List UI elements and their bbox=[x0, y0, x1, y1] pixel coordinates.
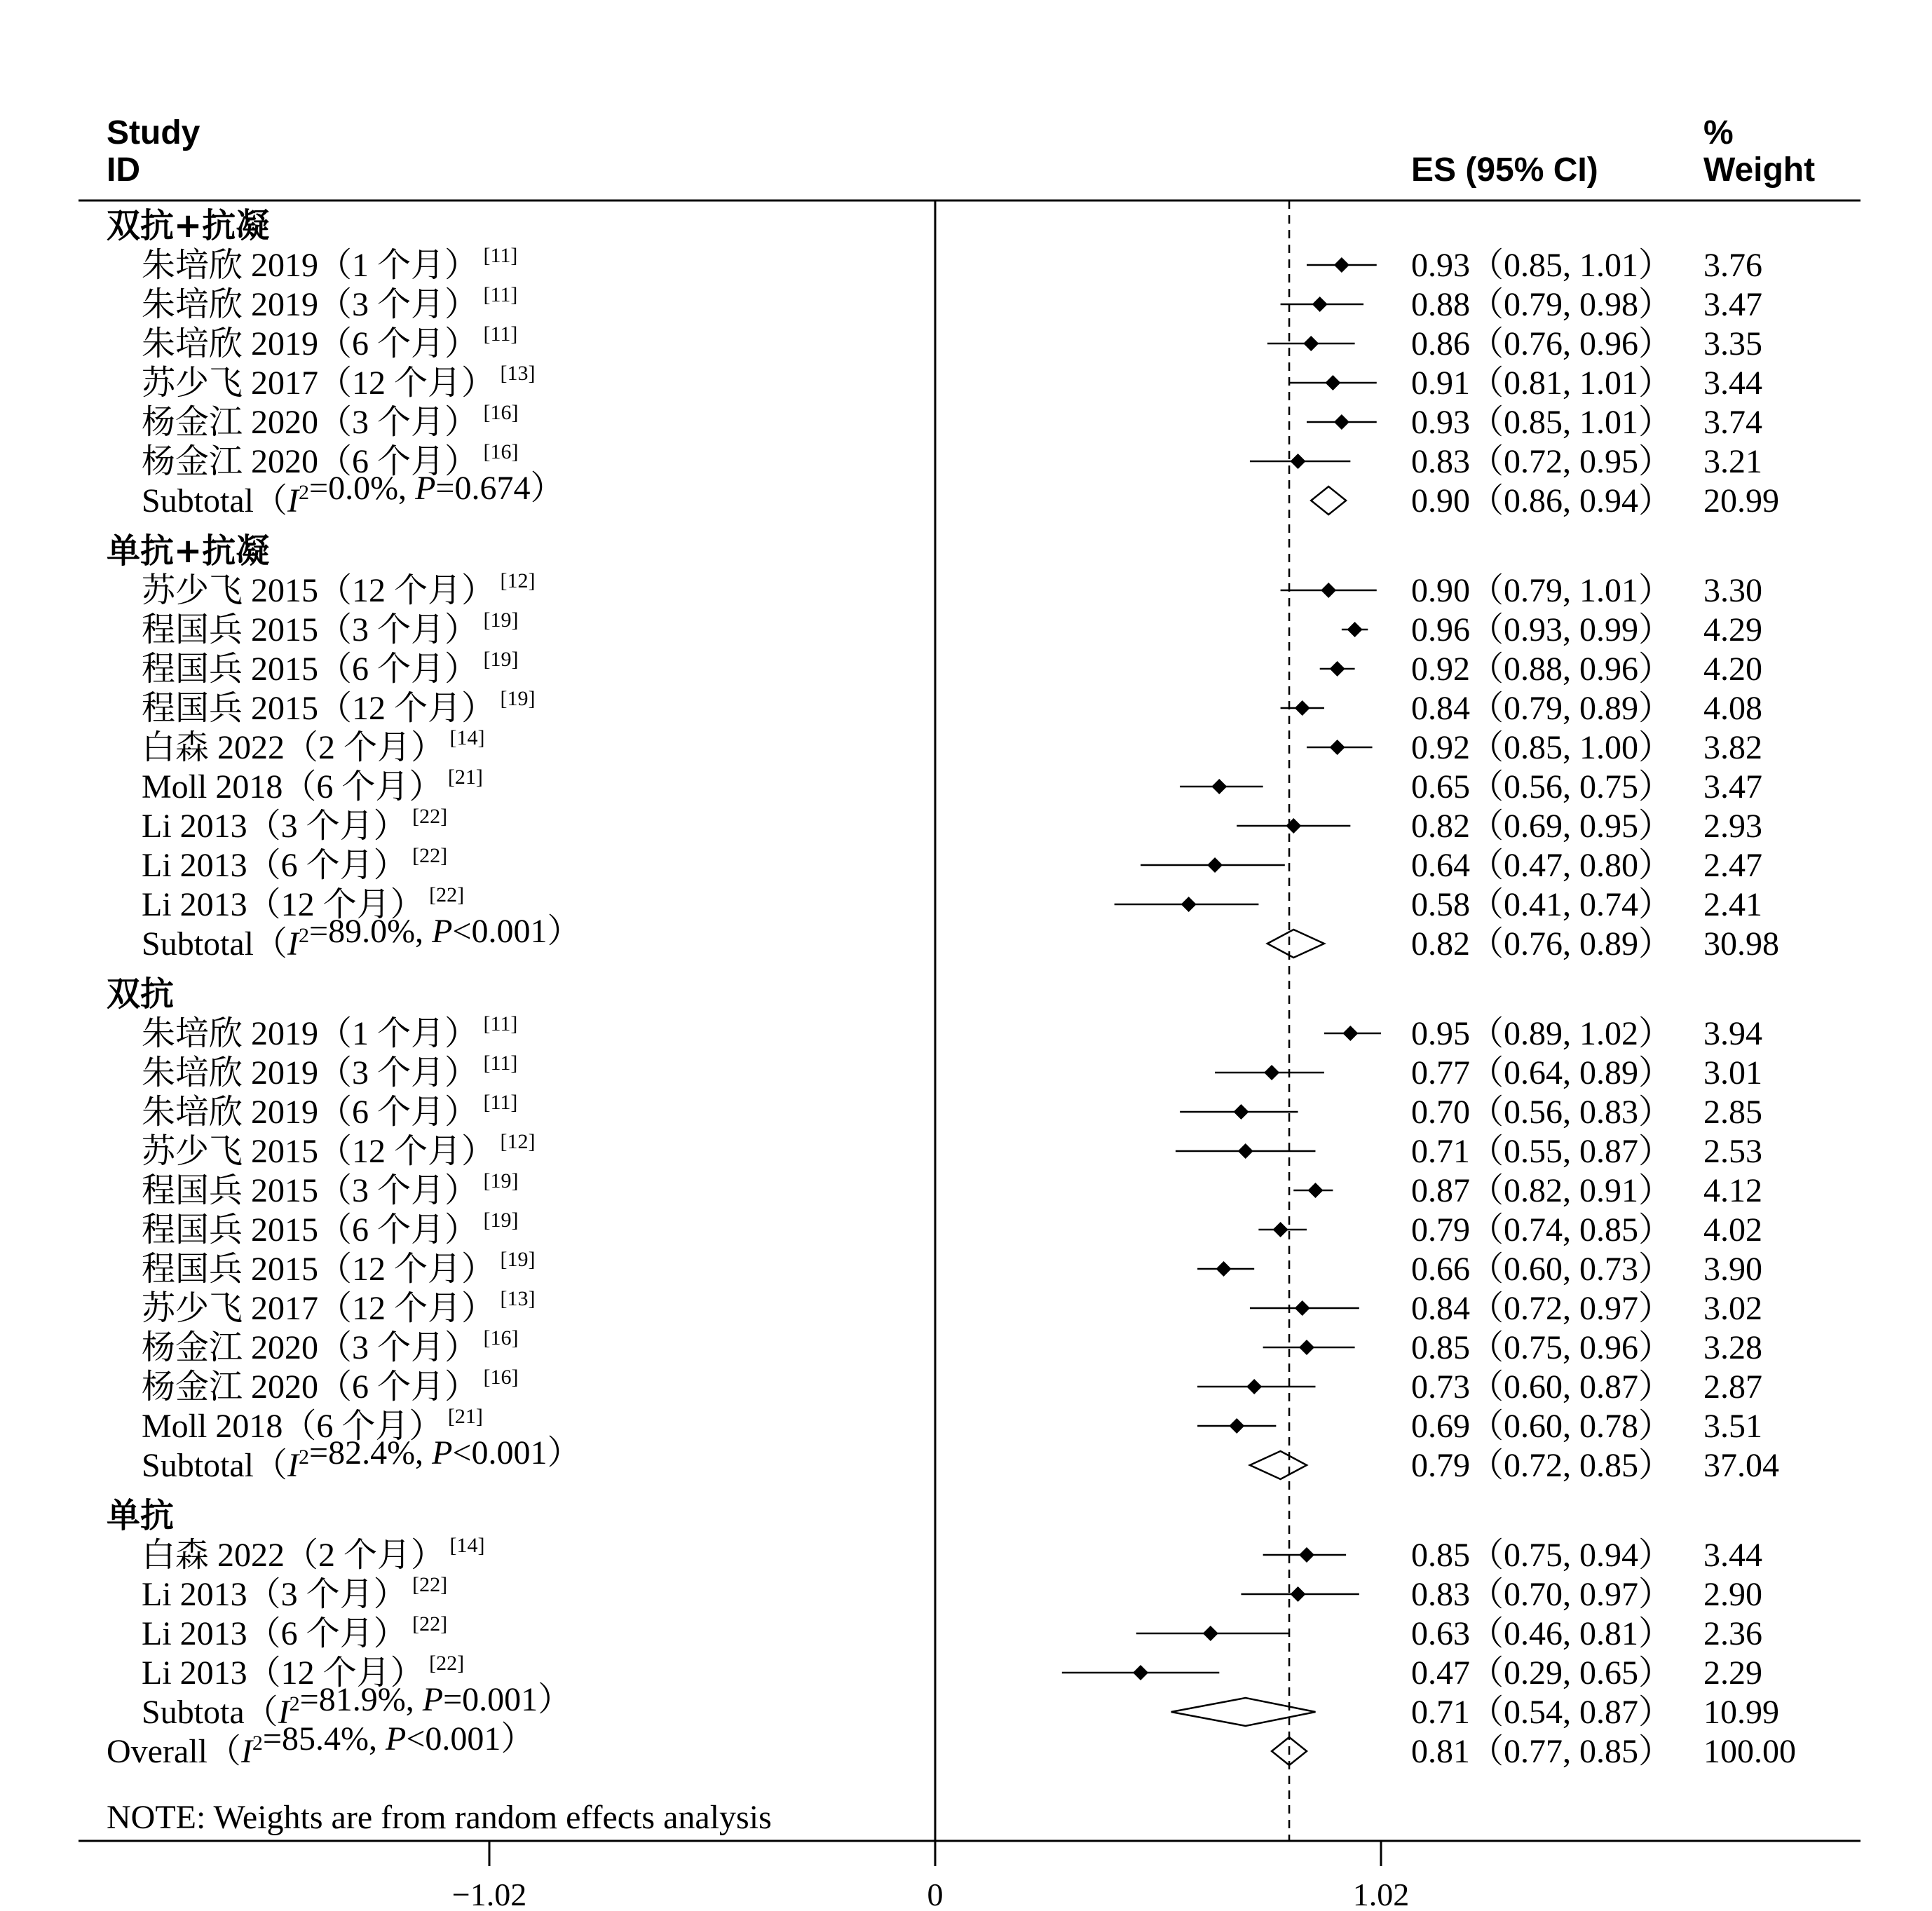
x-tick-label: 1.02 bbox=[1352, 1877, 1410, 1911]
study-es-ci: 0.92（0.88, 0.96） bbox=[1411, 651, 1673, 688]
study-point-marker bbox=[1330, 661, 1345, 676]
study-point-marker bbox=[1233, 1104, 1249, 1120]
study-es-ci: 0.71（0.55, 0.87） bbox=[1411, 1133, 1673, 1170]
study-es-ci: 0.87（0.82, 0.91） bbox=[1411, 1172, 1673, 1209]
study-reference: [19] bbox=[478, 1169, 519, 1192]
study-reference: [12] bbox=[495, 1130, 536, 1153]
study-reference: [16] bbox=[478, 440, 519, 463]
study-es-ci: 0.82（0.69, 0.95） bbox=[1411, 808, 1673, 845]
study-point-marker bbox=[1295, 700, 1310, 716]
study-point-marker bbox=[1246, 1379, 1262, 1394]
study-point-marker bbox=[1291, 1586, 1306, 1602]
study-es-ci: 0.84（0.72, 0.97） bbox=[1411, 1290, 1673, 1327]
study-point-marker bbox=[1238, 1143, 1253, 1159]
header-weight: Weight bbox=[1703, 151, 1816, 189]
study-weight: 2.90 bbox=[1703, 1576, 1762, 1613]
study-label: Li 2013（12 个月） [22] bbox=[142, 1652, 465, 1692]
study-reference: [19] bbox=[478, 1209, 519, 1232]
study-point-marker bbox=[1299, 1340, 1314, 1355]
subtotal-weight: 30.98 bbox=[1703, 925, 1779, 963]
study-es-ci: 0.85（0.75, 0.94） bbox=[1411, 1537, 1673, 1574]
subtotal-es-ci: 0.79（0.72, 0.85） bbox=[1411, 1447, 1673, 1484]
study-reference: [22] bbox=[423, 883, 465, 906]
study-weight: 3.90 bbox=[1703, 1251, 1762, 1288]
x-tick-label: −1.02 bbox=[451, 1877, 527, 1911]
study-weight: 4.29 bbox=[1703, 611, 1762, 648]
study-label: Li 2013（6 个月） [22] bbox=[142, 1612, 448, 1652]
study-weight: 3.94 bbox=[1703, 1015, 1762, 1052]
study-point-marker bbox=[1286, 818, 1301, 834]
study-point-marker bbox=[1273, 1222, 1288, 1237]
study-weight: 3.02 bbox=[1703, 1290, 1762, 1327]
study-es-ci: 0.70（0.56, 0.83） bbox=[1411, 1094, 1673, 1131]
header-percent: % bbox=[1703, 114, 1734, 151]
study-es-ci: 0.91（0.81, 1.01） bbox=[1411, 365, 1673, 402]
study-point-marker bbox=[1312, 297, 1328, 312]
study-label: 程国兵 2015（3 个月） [19] bbox=[142, 1169, 519, 1209]
study-label: 朱培欣 2019（3 个月） [11] bbox=[142, 283, 518, 323]
subtotal-diamond bbox=[1267, 930, 1324, 958]
study-weight: 3.47 bbox=[1703, 286, 1762, 323]
study-point-marker bbox=[1347, 622, 1363, 637]
header-id: ID bbox=[107, 151, 140, 189]
subtotal-weight: 10.99 bbox=[1703, 1694, 1779, 1731]
study-label: 杨金江 2020（6 个月） [16] bbox=[142, 1366, 519, 1406]
study-weight: 2.29 bbox=[1703, 1654, 1762, 1692]
study-weight: 3.51 bbox=[1703, 1408, 1762, 1445]
study-point-marker bbox=[1291, 454, 1306, 469]
header-study: Study bbox=[107, 114, 200, 151]
study-point-marker bbox=[1321, 583, 1336, 598]
overall-weight: 100.00 bbox=[1703, 1733, 1796, 1770]
study-label: 杨金江 2020（3 个月） [16] bbox=[142, 401, 519, 441]
study-weight: 3.76 bbox=[1703, 247, 1762, 284]
study-es-ci: 0.85（0.75, 0.96） bbox=[1411, 1329, 1673, 1366]
subtotal-diamond bbox=[1311, 487, 1346, 515]
subtotal-label: $Subtotal(I^2=82.4\%$, P<0.001） bbox=[142, 1434, 581, 1484]
study-label: 苏少飞 2015（12 个月） [12] bbox=[142, 1130, 536, 1170]
study-reference: [11] bbox=[478, 1091, 518, 1114]
study-point-marker bbox=[1264, 1065, 1279, 1080]
study-label: 杨金江 2020（3 个月） [16] bbox=[142, 1326, 519, 1366]
study-weight: 3.35 bbox=[1703, 325, 1762, 362]
study-point-marker bbox=[1303, 336, 1319, 351]
overall-es-ci: 0.81（0.77, 0.85） bbox=[1411, 1733, 1673, 1770]
subtotal-weight: 20.99 bbox=[1703, 482, 1779, 519]
study-reference: [11] bbox=[478, 244, 518, 267]
study-es-ci: 0.66（0.60, 0.73） bbox=[1411, 1251, 1673, 1288]
study-point-marker bbox=[1203, 1626, 1218, 1641]
note: NOTE: Weights are from random effects analysis bbox=[107, 1799, 772, 1836]
study-weight: 2.87 bbox=[1703, 1368, 1762, 1406]
study-point-marker bbox=[1207, 857, 1223, 873]
study-weight: 4.20 bbox=[1703, 651, 1762, 688]
group-title: 单抗 bbox=[107, 1496, 175, 1535]
subtotal-weight: 37.04 bbox=[1703, 1447, 1779, 1484]
study-reference: [19] bbox=[478, 648, 519, 671]
study-weight: 2.41 bbox=[1703, 886, 1762, 923]
x-ticks bbox=[452, 1841, 1409, 1911]
study-es-ci: 0.47（0.29, 0.65） bbox=[1411, 1654, 1673, 1692]
study-es-ci: 0.58（0.41, 0.74） bbox=[1411, 886, 1673, 923]
subtotal-label: $Subtotal(I^2=0.0\%$, P=0.674） bbox=[142, 470, 564, 519]
study-label: 朱培欣 2019（1 个月） [11] bbox=[142, 1012, 518, 1052]
study-es-ci: 0.92（0.85, 1.00） bbox=[1411, 729, 1673, 766]
study-reference: [21] bbox=[442, 1405, 483, 1428]
study-reference: [19] bbox=[495, 1248, 536, 1271]
study-es-ci: 0.86（0.76, 0.96） bbox=[1411, 325, 1673, 362]
study-point-marker bbox=[1211, 779, 1227, 794]
study-reference: [22] bbox=[407, 844, 448, 867]
study-weight: 3.44 bbox=[1703, 1537, 1762, 1574]
study-label: Moll 2018（6 个月） [21] bbox=[142, 766, 483, 805]
study-es-ci: 0.83（0.70, 0.97） bbox=[1411, 1576, 1673, 1613]
study-weight: 4.08 bbox=[1703, 690, 1762, 727]
study-es-ci: 0.73（0.60, 0.87） bbox=[1411, 1368, 1673, 1406]
study-weight: 3.30 bbox=[1703, 572, 1762, 609]
study-weight: 2.36 bbox=[1703, 1615, 1762, 1652]
study-es-ci: 0.96（0.93, 0.99） bbox=[1411, 611, 1673, 648]
group-title: 双抗 bbox=[107, 974, 175, 1014]
study-es-ci: 0.63（0.46, 0.81） bbox=[1411, 1615, 1673, 1652]
study-point-marker bbox=[1334, 257, 1349, 273]
study-label: 杨金江 2020（6 个月） [16] bbox=[142, 440, 519, 480]
study-reference: [14] bbox=[444, 726, 485, 749]
study-weight: 2.53 bbox=[1703, 1133, 1762, 1170]
study-reference: [21] bbox=[442, 766, 483, 789]
study-weight: 3.47 bbox=[1703, 768, 1762, 805]
study-reference: [11] bbox=[478, 1012, 518, 1035]
study-label: 程国兵 2015（3 个月） [19] bbox=[142, 608, 519, 648]
study-label: Li 2013（3 个月） [22] bbox=[142, 1573, 448, 1613]
study-reference: [13] bbox=[495, 1287, 536, 1310]
study-weight: 3.21 bbox=[1703, 443, 1762, 480]
study-weight: 3.28 bbox=[1703, 1329, 1762, 1366]
study-label: 程国兵 2015（6 个月） [19] bbox=[142, 648, 519, 688]
study-point-marker bbox=[1216, 1261, 1232, 1277]
study-point-marker bbox=[1299, 1547, 1314, 1563]
study-weight: 3.01 bbox=[1703, 1054, 1762, 1091]
study-weight: 3.82 bbox=[1703, 729, 1762, 766]
study-reference: [19] bbox=[495, 687, 536, 710]
study-reference: [22] bbox=[407, 1573, 448, 1596]
study-label: 程国兵 2015（12 个月） [19] bbox=[142, 1248, 536, 1288]
subtotal-es-ci: 0.82（0.76, 0.89） bbox=[1411, 925, 1673, 963]
study-label: Li 2013（6 个月） [22] bbox=[142, 844, 448, 884]
study-point-marker bbox=[1133, 1665, 1148, 1680]
study-es-ci: 0.90（0.79, 1.01） bbox=[1411, 572, 1673, 609]
study-label: 朱培欣 2019（6 个月） [11] bbox=[142, 322, 518, 362]
study-label: 朱培欣 2019（1 个月） [11] bbox=[142, 244, 518, 284]
rows bbox=[107, 206, 1796, 1770]
study-point-marker bbox=[1342, 1026, 1358, 1041]
study-reference: [16] bbox=[478, 401, 519, 424]
study-label: 程国兵 2015（6 个月） [19] bbox=[142, 1209, 519, 1249]
study-label: 程国兵 2015（12 个月） [19] bbox=[142, 687, 536, 727]
study-weight: 4.12 bbox=[1703, 1172, 1762, 1209]
study-weight: 3.44 bbox=[1703, 365, 1762, 402]
subtotal-diamond bbox=[1171, 1698, 1316, 1726]
study-es-ci: 0.88（0.79, 0.98） bbox=[1411, 286, 1673, 323]
subtotal-label: $Subtota(I^2=81.9\%$, P=0.001） bbox=[142, 1681, 572, 1731]
study-reference: [12] bbox=[495, 569, 536, 592]
study-label: 白森 2022（2 个月） [14] bbox=[142, 726, 485, 766]
study-es-ci: 0.93（0.85, 1.01） bbox=[1411, 404, 1673, 441]
study-label: Li 2013（3 个月） [22] bbox=[142, 805, 448, 845]
subtotal-es-ci: 0.71（0.54, 0.87） bbox=[1411, 1694, 1673, 1731]
study-label: Moll 2018（6 个月） [21] bbox=[142, 1405, 483, 1445]
study-reference: [22] bbox=[407, 1612, 448, 1635]
study-es-ci: 0.69（0.60, 0.78） bbox=[1411, 1408, 1673, 1445]
study-label: 苏少飞 2015（12 个月） [12] bbox=[142, 569, 536, 609]
header-es: ES (95% CI) bbox=[1411, 151, 1598, 189]
study-reference: [11] bbox=[478, 283, 518, 306]
study-es-ci: 0.83（0.72, 0.95） bbox=[1411, 443, 1673, 480]
x-tick-label: 0 bbox=[927, 1877, 944, 1911]
study-es-ci: 0.95（0.89, 1.02） bbox=[1411, 1015, 1673, 1052]
study-label: 苏少飞 2017（12 个月） [13] bbox=[142, 1287, 536, 1327]
group-title: 双抗+抗凝 bbox=[107, 206, 270, 245]
study-label: 朱培欣 2019（3 个月） [11] bbox=[142, 1052, 518, 1091]
study-label: 朱培欣 2019（6 个月） [11] bbox=[142, 1091, 518, 1131]
study-reference: [16] bbox=[478, 1366, 519, 1389]
study-es-ci: 0.93（0.85, 1.01） bbox=[1411, 247, 1673, 284]
study-reference: [16] bbox=[478, 1326, 519, 1349]
study-weight: 2.85 bbox=[1703, 1094, 1762, 1131]
study-label: 白森 2022（2 个月） [14] bbox=[142, 1534, 485, 1574]
study-point-marker bbox=[1295, 1300, 1310, 1316]
study-weight: 2.93 bbox=[1703, 808, 1762, 845]
study-es-ci: 0.65（0.56, 0.75） bbox=[1411, 768, 1673, 805]
study-point-marker bbox=[1229, 1418, 1244, 1434]
study-label: Li 2013（12 个月） [22] bbox=[142, 883, 465, 923]
overall-label: $Overall(I^2=85.4\%$, P<0.001） bbox=[107, 1720, 535, 1770]
study-point-marker bbox=[1181, 897, 1197, 912]
subtotal-label: $Subtotal(I^2=89.0\%$, P<0.001） bbox=[142, 913, 581, 963]
study-es-ci: 0.64（0.47, 0.80） bbox=[1411, 847, 1673, 884]
study-point-marker bbox=[1334, 414, 1349, 430]
study-weight: 2.47 bbox=[1703, 847, 1762, 884]
study-reference: [19] bbox=[478, 608, 519, 632]
study-reference: [14] bbox=[444, 1534, 485, 1557]
study-weight: 3.74 bbox=[1703, 404, 1762, 441]
study-es-ci: 0.77（0.64, 0.89） bbox=[1411, 1054, 1673, 1091]
study-es-ci: 0.84（0.79, 0.89） bbox=[1411, 690, 1673, 727]
subtotal-es-ci: 0.90（0.86, 0.94） bbox=[1411, 482, 1673, 519]
study-reference: [22] bbox=[407, 805, 448, 828]
study-es-ci: 0.79（0.74, 0.85） bbox=[1411, 1211, 1673, 1249]
study-reference: [11] bbox=[478, 1052, 518, 1075]
study-reference: [13] bbox=[495, 362, 536, 385]
study-reference: [11] bbox=[478, 322, 518, 346]
group-title: 单抗+抗凝 bbox=[107, 531, 270, 571]
study-point-marker bbox=[1325, 375, 1340, 390]
study-point-marker bbox=[1330, 740, 1345, 755]
subtotal-diamond bbox=[1250, 1451, 1307, 1479]
study-point-marker bbox=[1307, 1183, 1323, 1198]
study-reference: [22] bbox=[423, 1652, 465, 1675]
study-label: 苏少飞 2017（12 个月） [13] bbox=[142, 362, 536, 402]
study-weight: 4.02 bbox=[1703, 1211, 1762, 1249]
